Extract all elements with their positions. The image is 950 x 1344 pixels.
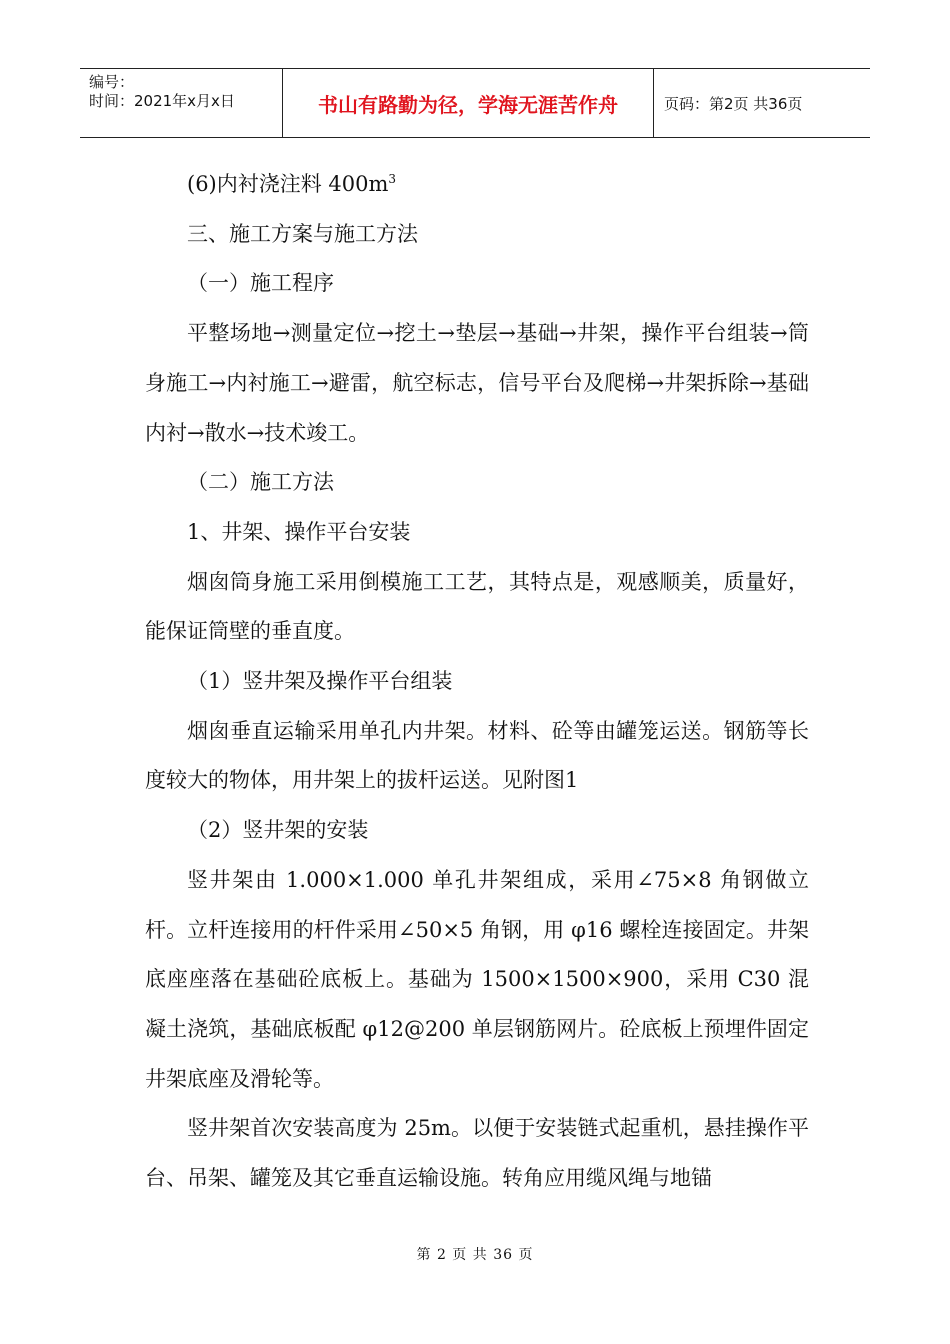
- paragraph: 竖井架首次安装高度为 25m。以便于安装链式起重机，悬挂操作平台、吊架、罐笼及其它垂直运输设施。转角应用缆风绳与地锚: [145, 1116, 809, 1191]
- page-header: [80, 68, 870, 138]
- page-footer: 第 2 页 共 36 页: [416, 1247, 534, 1263]
- paragraph: 烟囱垂直运输采用单孔内井架。材料、砼等由罐笼运送。钢筋等长度较大的物体，用井架上的拔杆运送。见附图1: [145, 718, 809, 793]
- subsection-heading: （二）施工方法: [187, 470, 334, 495]
- item-heading: （1）竖井架及操作平台组装: [187, 669, 453, 694]
- paragraph-lining-material: (6)内衬浇注料 $400m^3$: [187, 172, 397, 196]
- paragraph: 烟囱筒身施工采用倒模施工工艺，其特点是，观感顺美，质量好，能保证筒壁的垂直度。: [145, 569, 809, 644]
- paragraph: 平整场地→测量定位→挖土→垫层→基础→井架，操作平台组装→筒身施工→内衬施工→避雷，航空标志，信号平台及爬梯→井架拆除→基础内衬→散水→技术竣工。: [145, 321, 809, 445]
- header-meta: [80, 69, 283, 137]
- item-heading: 1、井架、操作平台安装: [187, 519, 411, 544]
- superscript: 3: [388, 172, 397, 186]
- subsection-heading: （一）施工程序: [187, 271, 334, 296]
- header-motto: 书山有路勤为径，学海无涯苦作舟: [283, 69, 654, 137]
- document-body: [145, 160, 809, 1204]
- item-heading: （2）竖井架的安装: [187, 818, 369, 843]
- header-page-code: 页码：第2页 共36页: [664, 94, 803, 113]
- number-label: 编号：: [89, 73, 135, 91]
- time-label: 时间：2021年x月x日: [89, 92, 235, 110]
- paragraph: 竖井架由 1.000×1.000 单孔井架组成，采用∠75×8 角钢做立杆。立杆连接用的杆件采用∠50×5 角钢，用 φ16 螺栓连接固定。井架底座座落在基础砼底板上。基础为 1500×1500×900，采用 C30 混凝土浇筑，基础底板配 φ12@200 单层钢筋网片。砼底板上预埋件固定井架底座及滑轮等。: [145, 867, 809, 1091]
- section-heading: 三、施工方案与施工方法: [187, 221, 418, 246]
